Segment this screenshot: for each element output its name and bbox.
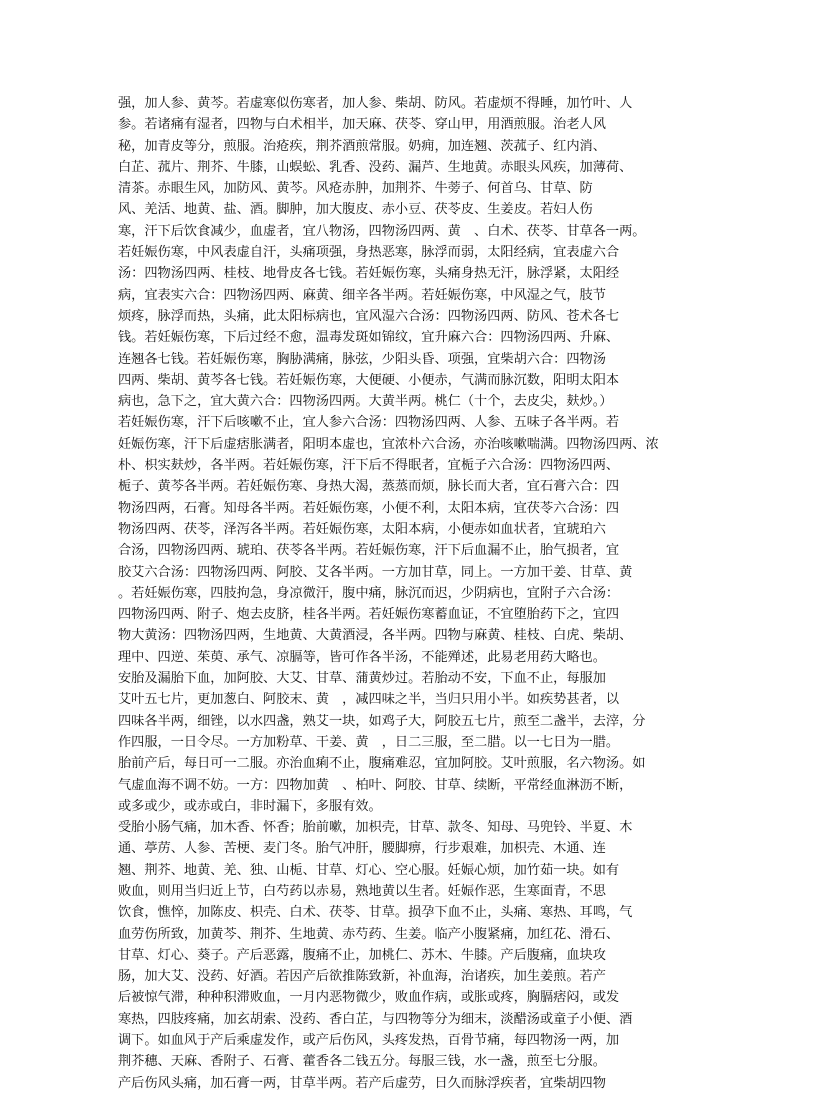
text-line: 受胎小肠气痛，加木香、怀香；胎前嗽，加枳壳，甘草、款冬、知母、马兜铃、半夏、木: [118, 820, 633, 836]
text-line: 病，宜表实六合：四物汤四两、麻黄、细辛各半两。若妊娠伤寒，中风湿之气，肢节: [118, 287, 606, 303]
text-line: 作四服，一日令尽。一方加粉草、干姜、黄 ，日二三服，至二腊。以一七日为一腊。: [118, 734, 620, 750]
text-line: 气虚血海不调不妨。一方：四物加黄 、柏叶、阿胶、甘草、续断，平常经血淋沥不断，: [118, 777, 633, 793]
text-line: 寒热，四肢疼痛，加玄胡索、没药、香白芷，与四物等分为细末，淡醋汤或童子小便、酒: [118, 1011, 633, 1027]
text-line: 败血，则用当归近上节，白芍药以赤易，熟地黄以生者。妊娠作恶，生寒面青，不思: [118, 883, 606, 899]
text-line: 产后伤风头痛，加石膏一两，甘草半两。若产后虚劳，日久而脉浮疾者，宜柴胡四物: [118, 1075, 606, 1091]
text-line: 合汤，四物汤四两、琥珀、茯苓各半两。若妊娠伤寒，汗下后血漏不止，胎气损者，宜: [118, 543, 620, 559]
text-line: 秘，加青皮等分，煎服。治疮疾，荆芥酒煎常服。奶痈，加连翘、茨菰子、红内消、: [118, 138, 606, 154]
text-line: 栀子、黄芩各半两。若妊娠伤寒、身热大渴，蒸蒸而烦，脉长而大者，宜石膏六合：四: [118, 479, 620, 495]
text-line: 荆芥穗、天麻、香附子、石膏、藿香各二钱五分。每服三钱，水一盏，煎至七分服。: [118, 1054, 606, 1070]
text-line: 朴、枳实麸炒，各半两。若妊娠伤寒，汗下后不得眠者，宜栀子六合汤：四物汤四两、: [118, 458, 620, 474]
text-line: 翘、荆芥、地黄、羌、独、山栀、甘草、灯心、空心服。妊娠心烦，加竹茹一块。如有: [118, 862, 620, 878]
text-line: 后被惊气滞，种种积滞败血，一月内恶物微少，败血作病，或胀或疼，胸膈痞闷，或发: [118, 990, 620, 1006]
text-line: 物汤四两，石膏。知母各半两。若妊娠伤寒，小便不利，太阳本病，宜茯苓六合汤：四: [118, 500, 620, 516]
text-line: 连翘各七钱。若妊娠伤寒，胸胁满痛，脉弦，少阳头昏、项强，宜柴胡六合：四物汤: [118, 351, 606, 367]
text-line: 清茶。赤眼生风，加防风、黄芩。风疮赤肿，加荆芥、牛蒡子、何首乌、甘草、防: [118, 181, 593, 197]
text-line: 四两、柴胡、黄芩各七钱。若妊娠伤寒，大便硬、小便赤，气满而脉沉数，阳明太阳本: [118, 372, 620, 388]
text-line: 艾叶五七片，更加葱白、阿胶末、黄 ，减四味之半，当归只用小半。如疾势甚者，以: [118, 692, 620, 708]
text-line: 物汤四两、茯苓，泽泻各半两。若妊娠伤寒，太阳本病，小便赤如血状者，宜琥珀六: [118, 521, 606, 537]
text-line: 病也，急下之，宜大黄六合：四物汤四两。大黄半两。桃仁（十个，去皮尖，麸炒。）: [118, 394, 613, 410]
text-line: 妊娠伤寒，汗下后虚痞胀满者，阳明本虚也，宜浓朴六合汤，亦治咳嗽喘满。四物汤四两、浓: [118, 436, 659, 452]
text-line: 风、羌活、地黄、盐、酒。脚肿，加大腹皮、赤小豆、茯苓皮、生姜皮。若妇人伤: [118, 202, 593, 218]
text-line: 调下。如血风于产后乘虚发作，或产后伤风，头疼发热，百骨节痛，每四物汤一两，加: [118, 1033, 620, 1049]
text-line: 或多或少，或赤或白，非时漏下，多服有效。: [118, 798, 382, 814]
text-line: 强，加人参、黄芩。若虚寒似伤寒者，加人参、柴胡、防风。若虚烦不得睡，加竹叶、人: [118, 96, 633, 111]
text-line: 四物汤四两、附子、炮去皮脐，桂各半两。若妊娠伤寒蓄血证，不宜堕胎药下之，宜四: [118, 607, 620, 623]
text-line: 安胎及漏胎下血，加阿胶、大艾、甘草、蒲黄炒过。若胎动不安，下血不止，每服加: [118, 671, 606, 687]
text-line: 通、葶苈、人参、苦梗、麦门冬。胎气冲肝，腰脚痹，行步艰难，加枳壳、木通、连: [118, 841, 606, 857]
text-line: 寒，汗下后饮食减少，血虚者，宜八物汤，四物汤四两、黄 、白术、茯苓、甘草各一两。: [118, 223, 646, 239]
text-line: 肠，加大艾、没药、好酒。若因产后欲推陈致新，补血海，治诸疾，加生姜煎。若产: [118, 969, 606, 985]
text-line: 胎前产后，每日可一二服。亦治血痢不止，腹痛难忍，宜加阿胶。艾叶煎服，名六物汤。如: [118, 756, 646, 772]
text-line: 饮食，憔悴，加陈皮、枳壳、白术、茯苓、甘草。损孕下血不止，头痛、寒热、耳鸣，气: [118, 905, 633, 921]
text-line: 白芷、菰片、荆芥、牛膝，山蜈蚣、乳香、没药、漏芦、生地黄。赤眼头风疾，加薄荷、: [118, 159, 633, 175]
text-line: 烦疼，脉浮而热，头痛，此太阳标病也，宜风湿六合汤：四物汤四两、防风、苍术各七: [118, 308, 620, 324]
body-text: [118, 93, 698, 1094]
text-line: 理中、四逆、茱萸、承气、凉膈等，皆可作各半汤，不能殚述，此易老用药大略也。: [118, 649, 606, 665]
text-line: 若妊娠伤寒，中风表虚自汗，头痛项强，身热恶寒，脉浮而弱，太阳经病，宜表虚六合: [118, 245, 620, 261]
text-line: 若妊娠伤寒，汗下后咳嗽不止，宜人参六合汤：四物汤四两、人参、五味子各半两。若: [118, 415, 620, 431]
text-line: 钱。若妊娠伤寒，下后过经不愈，温毒发斑如锦纹，宜升麻六合：四物汤四两、升麻、: [118, 330, 620, 346]
text-line: 胶艾六合汤：四物汤四两、阿胶、艾各半两。一方加甘草，同上。一方加干姜、甘草、黄: [118, 564, 633, 580]
text-line: 物大黄汤：四物汤四两，生地黄、大黄酒浸，各半两。四物与麻黄、桂枝、白虎、柴胡、: [118, 628, 633, 644]
text-line: 甘草、灯心、葵子。产后恶露，腹痛不止，加桃仁、苏木、牛膝。产后腹痛，血块攻: [118, 947, 606, 963]
text-line: 参。若诸痛有湿者，四物与白术相半，加天麻、茯苓、穿山甲，用酒煎服。治老人风: [118, 117, 606, 133]
text-line: 汤：四物汤四两、桂枝、地骨皮各七钱。若妊娠伤寒，头痛身热无汗，脉浮紧，太阳经: [118, 266, 620, 282]
text-line: 。若妊娠伤寒，四肢拘急，身凉微汗，腹中痛，脉沉而迟，少阴病也，宜附子六合汤：: [118, 585, 620, 601]
text-line: 四味各半两，细锉，以水四盏，熟艾一块，如鸡子大，阿胶五七片，煎至二盏半，去滓，分: [118, 713, 646, 729]
text-line: 血劳伤所致，加黄芩、荆芥、生地黄、赤芍药、生姜。临产小腹紧痛，加红花、滑石、: [118, 926, 620, 942]
